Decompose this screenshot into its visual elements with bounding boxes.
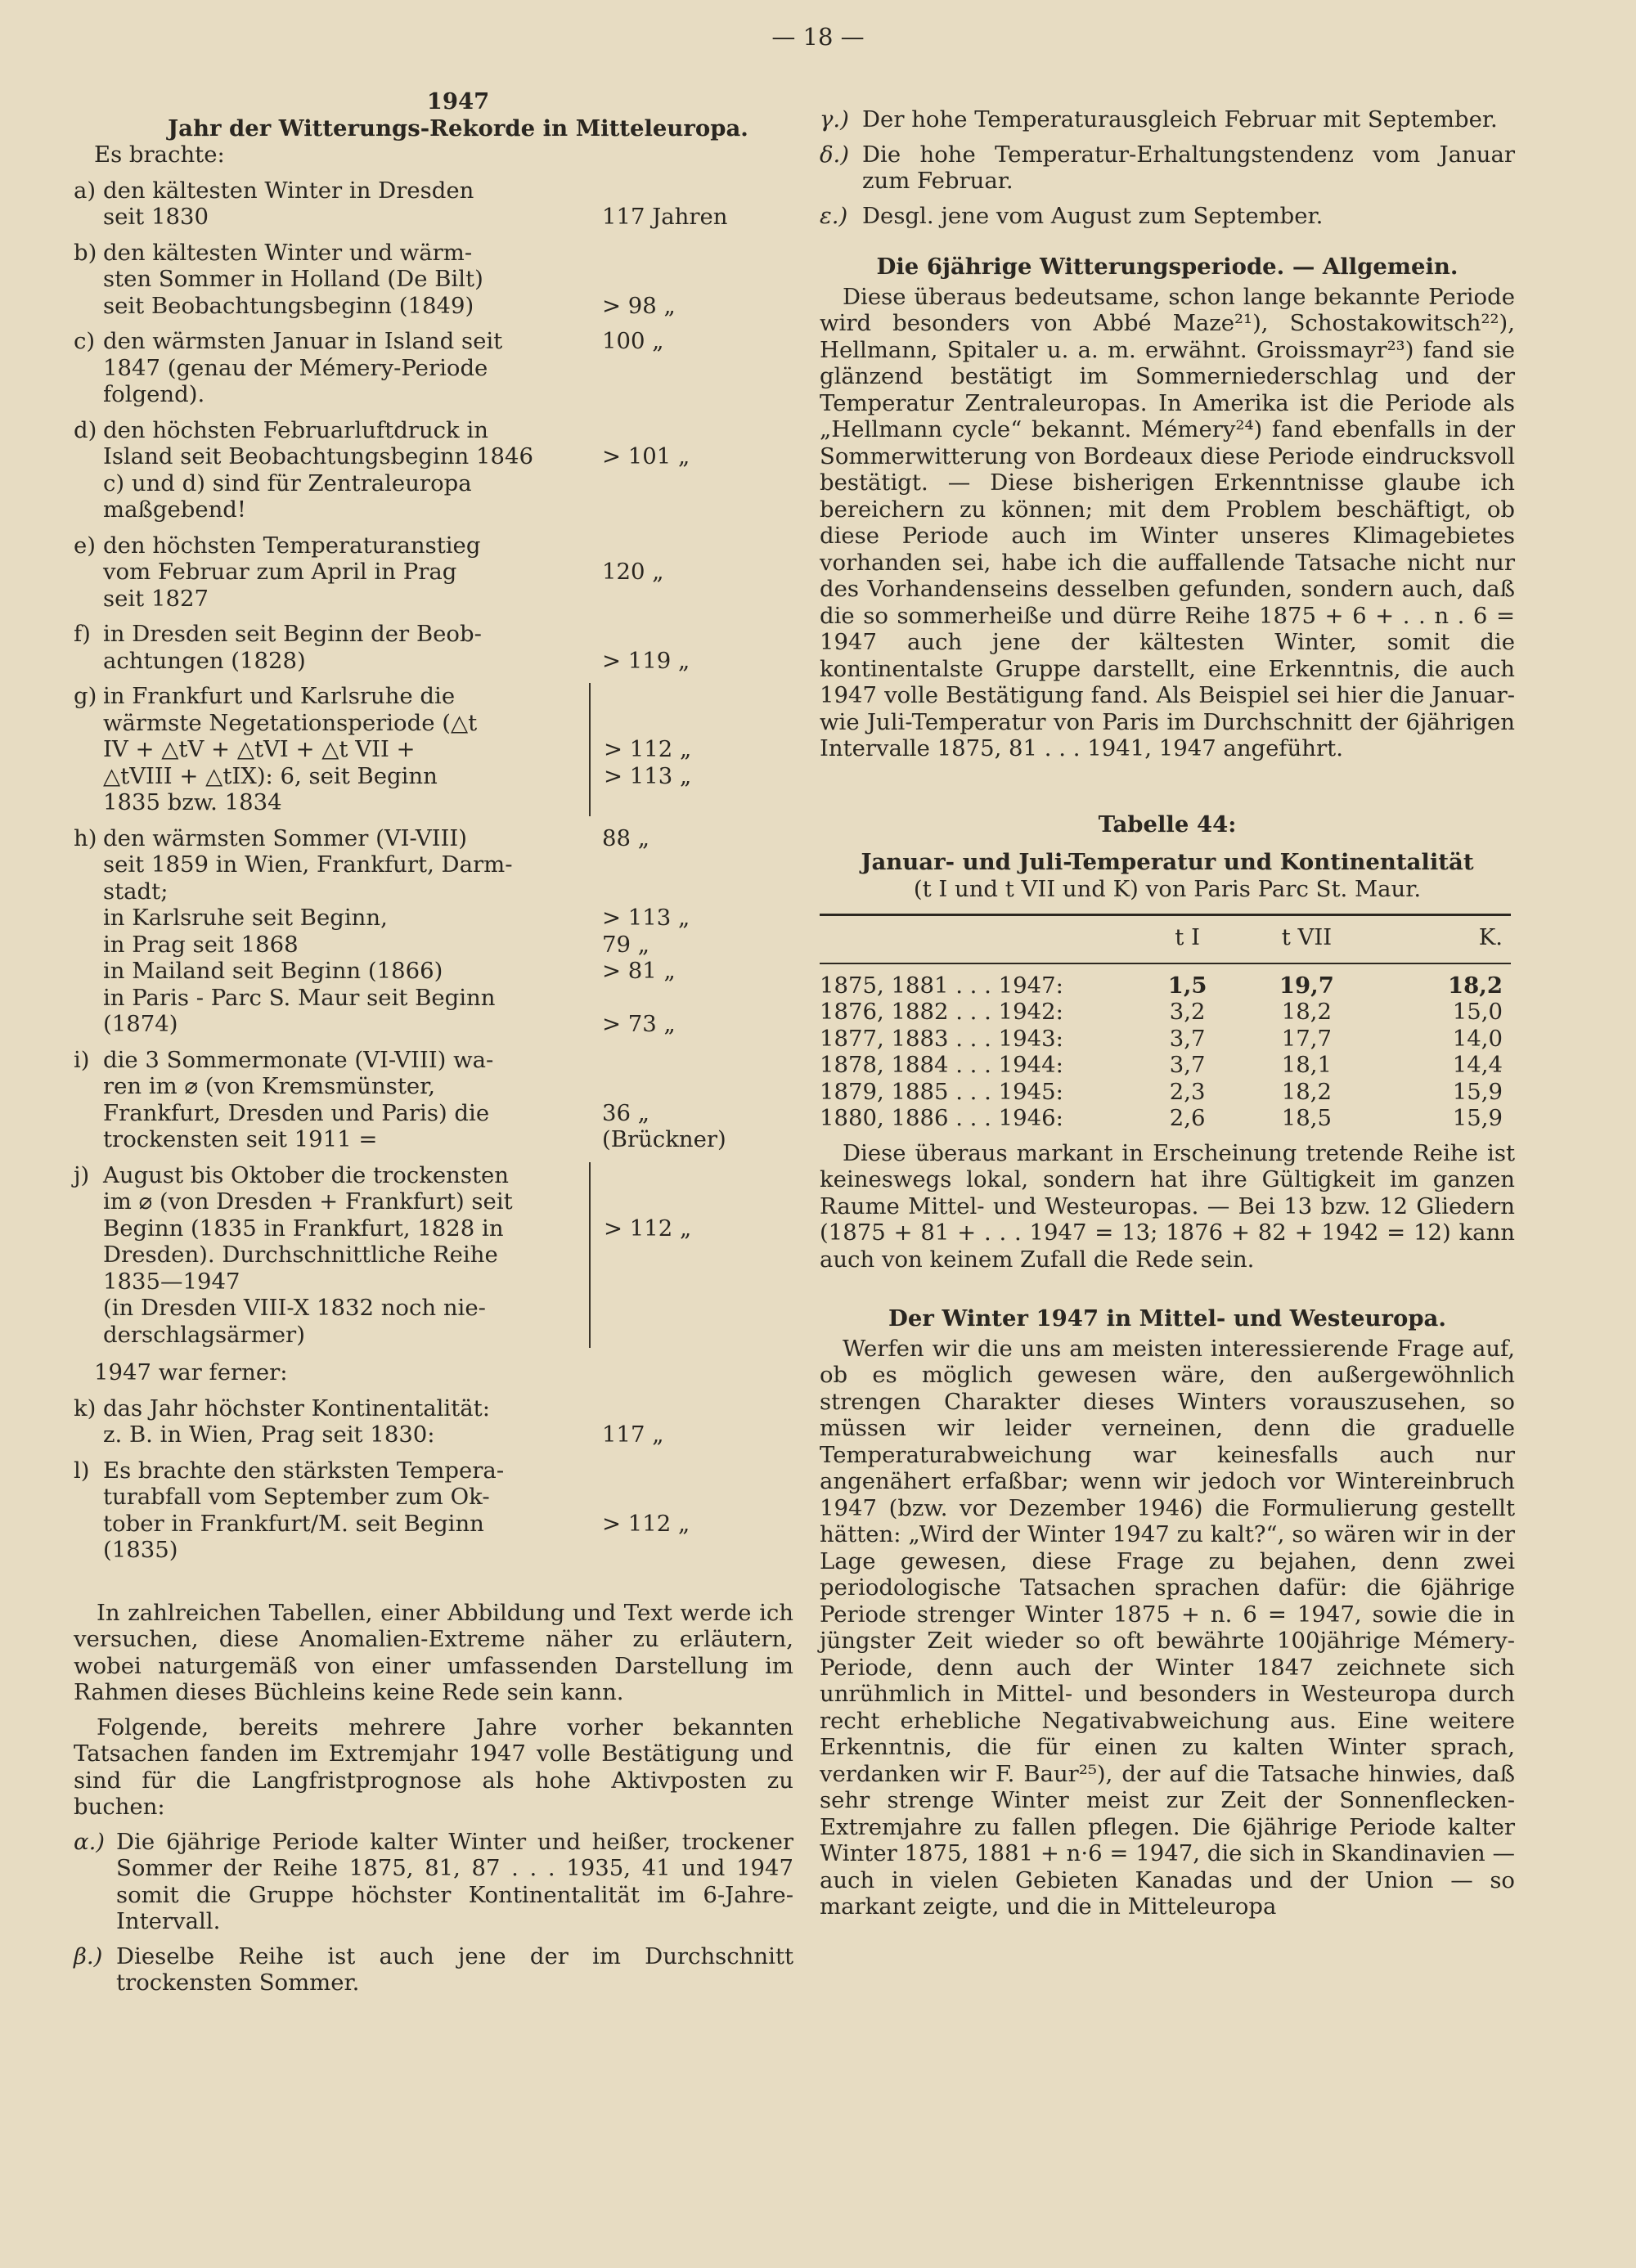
record-value-line: > 112 „ bbox=[604, 1215, 692, 1242]
record-label: h) bbox=[74, 824, 97, 851]
record-text-line: 1835—1947 bbox=[103, 1268, 240, 1295]
record-text-line: den wärmsten Januar in Island seit bbox=[103, 328, 503, 354]
record-text-line: trockensten seit 1911 = bbox=[103, 1126, 378, 1152]
record-value bbox=[589, 1047, 793, 1153]
right-column bbox=[820, 98, 1515, 1920]
record-value-line bbox=[604, 1295, 793, 1322]
greek-list-item bbox=[820, 203, 1515, 230]
table-title: Januar- und Juli-Temperatur und Kontinentalität bbox=[861, 849, 1474, 875]
record-value-line bbox=[604, 710, 793, 737]
table-cell: 18,5 bbox=[1281, 1105, 1332, 1131]
record-value-line: > 112 „ bbox=[602, 1510, 690, 1537]
record-item bbox=[74, 1395, 793, 1448]
record-value-line: 120 „ bbox=[602, 559, 664, 585]
greek-marker: γ.) bbox=[820, 106, 849, 132]
record-value bbox=[589, 621, 793, 674]
record-value bbox=[589, 532, 793, 613]
table-header-cell bbox=[820, 924, 1135, 951]
record-value-line bbox=[602, 586, 793, 613]
record-text bbox=[103, 240, 589, 320]
table-cell: 3,2 bbox=[1169, 999, 1206, 1025]
record-item bbox=[74, 1162, 793, 1349]
record-value bbox=[589, 177, 793, 231]
table-cell: 15,9 bbox=[1452, 1105, 1503, 1131]
records-list-2 bbox=[74, 1395, 793, 1564]
record-item bbox=[74, 532, 793, 613]
table-subtitle: (t I und t VII und K) von Paris Parc St. Maur. bbox=[913, 875, 1422, 902]
table-header-cell: t VII bbox=[1281, 924, 1333, 950]
record-text-line: in Karlsruhe seit Beginn, bbox=[103, 905, 388, 931]
record-text bbox=[103, 177, 589, 231]
record-item bbox=[74, 240, 793, 320]
section2-paragraph-1: Werfen wir die uns am meisten interessierende Frage auf, ob es möglich gewesen wäre, den außergewöhnlich strengen Charakter dieses Winters vorauszusehen, so müssen wir leider verneinen, denn die graduelle Temperaturabweichung war keinesfalls auch nur angenähert erfaßbar; wenn wir jedoch vor Wintereinbruch 1947 (bzw. vor Dezember 1946) die Formulierung gestellt hätten: „Wird der Winter 1947 zu kalt?“, so wären wir in der Lage gewesen, diese Frage zu bejahen, denn zwei periodologische Tatsachen sprachen dafür: die 6jährige Periode strenger Winter 1875 + n. 6 = 1947, sowie die in jüngster Zeit wieder so oft bewährte 100jährige Mémery-Periode, denn auch der Winter 1847 zeichnete sich unrühmlich in Mittel- und besonders in Westeuropa durch recht erhebliche Negativabweichung aus. Eine weitere Erkenntnis, die für einen zu kalten Winter sprach, verdanken wir F. Baur²⁵), der auf die Tatsache hinwies, daß sehr strenge Winter meist zur Zeit der Sonnenflecken-Extremjahre zu fallen pflegen. Die 6jährige Periode kalter Winter 1875, 1881 + n·6 = 1947, die sich in Skandinavien — auch in vielen Gebieten Kanadas und der Union — so markant zeigte, und die in Mitteleuropa bbox=[820, 1335, 1515, 1920]
table-cell: 19,7 bbox=[1279, 972, 1334, 999]
record-text-line: 1847 (genau der Mémery-Periode bbox=[103, 354, 488, 381]
left-paragraph-1: In zahlreichen Tabellen, einer Abbildung und Text werde ich versuchen, diese Anomalien-Extreme näher zu erläutern, wobei naturgemäß von einer umfassenden Darstellung im Rahmen dieses Büchleins keine Rede sein kann. bbox=[74, 1599, 793, 1705]
record-value-line bbox=[602, 985, 793, 1012]
table-number: Tabelle 44: bbox=[1098, 811, 1237, 838]
records-also: 1947 war ferner: bbox=[94, 1359, 288, 1386]
record-item bbox=[74, 683, 793, 816]
record-value-line bbox=[602, 1073, 793, 1100]
record-value-line bbox=[602, 266, 793, 293]
record-value-line: 117 Jahren bbox=[602, 204, 728, 230]
table-row bbox=[820, 972, 1511, 999]
record-value bbox=[591, 683, 793, 816]
record-label: a) bbox=[74, 177, 97, 204]
record-text-line: im ⌀ (von Dresden + Frankfurt) seit bbox=[103, 1188, 513, 1215]
record-value-line bbox=[602, 177, 793, 204]
table-cell: 1876, 1882 . . . 1942: bbox=[820, 999, 1063, 1025]
record-text-line: in Mailand seit Beginn (1866) bbox=[103, 958, 443, 984]
record-value-line: (Brückner) bbox=[602, 1126, 726, 1152]
record-value-line: 117 „ bbox=[602, 1421, 664, 1448]
section-year: 1947 bbox=[426, 88, 490, 115]
record-text-line: seit 1830 bbox=[103, 204, 209, 230]
record-text bbox=[103, 532, 589, 613]
record-value bbox=[589, 240, 793, 320]
record-text-line: (in Dresden VIII-X 1832 noch nie- bbox=[103, 1295, 486, 1321]
greek-list-item bbox=[74, 1943, 793, 1996]
record-value-line: 100 „ bbox=[602, 328, 664, 354]
record-text bbox=[103, 621, 589, 674]
table-row bbox=[820, 1026, 1511, 1053]
record-text-line: in Frankfurt und Karlsruhe die bbox=[103, 683, 456, 709]
record-text-line: den wärmsten Sommer (VI-VIII) bbox=[103, 824, 468, 851]
record-text-line: Es brachte den stärksten Tempera- bbox=[103, 1457, 505, 1484]
record-text-line: die 3 Sommermonate (VI-VIII) wa- bbox=[103, 1046, 494, 1073]
greek-text: Der hohe Temperaturausgleich Februar mit September. bbox=[862, 106, 1498, 132]
table-row bbox=[820, 1079, 1511, 1106]
greek-marker: ε.) bbox=[820, 202, 848, 229]
record-item bbox=[74, 328, 793, 408]
record-text-line: Dresden). Durchschnittliche Reihe bbox=[103, 1242, 498, 1268]
record-value-line: 36 „ bbox=[602, 1099, 649, 1126]
left-column bbox=[74, 88, 793, 1996]
record-text bbox=[103, 825, 589, 1038]
record-item bbox=[74, 1457, 793, 1564]
record-value-line bbox=[602, 878, 793, 905]
record-value-line bbox=[602, 496, 793, 523]
record-value-line: > 113 „ bbox=[602, 905, 690, 931]
greek-marker: α.) bbox=[74, 1828, 106, 1855]
record-text-line: den kältesten Winter und wärm- bbox=[103, 239, 473, 266]
record-text-line: folgend). bbox=[103, 381, 205, 407]
record-label: c) bbox=[74, 328, 96, 354]
table-row bbox=[820, 1052, 1511, 1079]
record-value-line: 79 „ bbox=[602, 931, 649, 958]
table-cell: 2,6 bbox=[1169, 1105, 1206, 1131]
record-value-line: > 81 „ bbox=[602, 958, 676, 984]
record-text-line: z. B. in Wien, Prag seit 1830: bbox=[103, 1421, 435, 1448]
record-text-line: Island seit Beobachtungsbeginn 1846 bbox=[103, 443, 533, 469]
record-value bbox=[589, 1457, 793, 1564]
record-value-line bbox=[604, 789, 793, 816]
record-text bbox=[103, 328, 589, 408]
record-item bbox=[74, 825, 793, 1038]
record-value-line: > 113 „ bbox=[604, 762, 692, 789]
page-number: — 18 — bbox=[771, 23, 865, 51]
record-text-line: August bis Oktober die trockensten bbox=[103, 1161, 509, 1188]
record-value bbox=[589, 417, 793, 523]
greek-marker: β.) bbox=[74, 1942, 103, 1969]
table-body bbox=[820, 964, 1511, 1132]
record-value-line: > 119 „ bbox=[602, 647, 690, 674]
record-value-line bbox=[602, 1457, 793, 1484]
greek-text: Die 6jährige Periode kalter Winter und heißer, trockener Sommer der Reihe 1875, 81, 87 . . . 1935, 41 und 1947 somit die Gruppe höchster Kontinentalität im 6-Jahre-Intervall. bbox=[116, 1828, 793, 1934]
table-header bbox=[820, 916, 1511, 963]
record-value bbox=[589, 825, 793, 1038]
record-text-line: in Prag seit 1868 bbox=[103, 931, 299, 958]
record-text bbox=[103, 683, 591, 816]
greek-list-item bbox=[74, 1829, 793, 1935]
table-cell: 14,4 bbox=[1452, 1052, 1503, 1078]
record-item bbox=[74, 621, 793, 674]
records-intro: Es brachte: bbox=[94, 141, 225, 168]
greek-marker: δ.) bbox=[820, 141, 850, 168]
record-text-line: seit Beobachtungsbeginn (1849) bbox=[103, 292, 474, 319]
table-cell: 1879, 1885 . . . 1945: bbox=[820, 1078, 1063, 1105]
record-text-line: sten Sommer in Holland (De Bilt) bbox=[103, 266, 483, 292]
table-cell: 1880, 1886 . . . 1946: bbox=[820, 1105, 1063, 1131]
left-greek-list bbox=[74, 1829, 793, 1996]
record-item bbox=[74, 417, 793, 523]
record-text bbox=[103, 1162, 591, 1349]
table-cell: 14,0 bbox=[1452, 1025, 1503, 1052]
table-cell: 17,7 bbox=[1281, 1025, 1332, 1052]
table-header-cell: t I bbox=[1175, 924, 1200, 950]
record-value-line: 88 „ bbox=[602, 824, 649, 851]
record-text-line: 1835 bzw. 1834 bbox=[103, 789, 282, 815]
record-text-line: in Dresden seit Beginn der Beob- bbox=[103, 621, 482, 647]
section1-title: Die 6jährige Witterungsperiode. — Allgemein. bbox=[876, 254, 1458, 280]
record-value-line bbox=[602, 355, 793, 382]
record-item bbox=[74, 177, 793, 231]
record-label: e) bbox=[74, 532, 97, 559]
table-header-cell: K. bbox=[1478, 924, 1503, 950]
record-label: l) bbox=[74, 1457, 90, 1484]
records-list bbox=[74, 177, 793, 1349]
record-text bbox=[103, 1457, 589, 1564]
record-text-line: seit 1859 in Wien, Frankfurt, Darm- bbox=[103, 851, 513, 878]
table-row bbox=[820, 999, 1511, 1026]
table-cell: 3,7 bbox=[1169, 1052, 1206, 1078]
record-label: d) bbox=[74, 416, 97, 443]
record-value-line bbox=[602, 851, 793, 878]
record-text-line: in Paris - Parc S. Maur seit Beginn bbox=[103, 984, 496, 1011]
record-value-line bbox=[602, 1484, 793, 1511]
record-text-line: wärmste Negetationsperiode (△t bbox=[103, 709, 478, 736]
record-value-line bbox=[604, 1269, 793, 1296]
record-text-line: seit 1827 bbox=[103, 585, 209, 612]
record-value bbox=[591, 1162, 793, 1349]
record-label: g) bbox=[74, 683, 97, 709]
section-title: Jahr der Witterungs-Rekorde in Mitteleuropa. bbox=[168, 115, 748, 141]
record-value-line bbox=[604, 1162, 793, 1189]
record-text-line: tober in Frankfurt/M. seit Beginn bbox=[103, 1510, 484, 1537]
left-paragraph-2: Folgende, bereits mehrere Jahre vorher bekannten Tatsachen fanden im Extremjahr 1947 volle Bestätigung und sind für die Langfristprognose als hohe Aktivposten zu buchen: bbox=[74, 1713, 793, 1820]
record-label: i) bbox=[74, 1046, 90, 1073]
record-item bbox=[74, 1047, 793, 1153]
table-cell: 2,3 bbox=[1169, 1078, 1206, 1105]
record-label: f) bbox=[74, 621, 91, 647]
record-text-line: vom Februar zum April in Prag bbox=[103, 559, 457, 585]
record-text-line: den höchsten Februarluftdruck in bbox=[103, 416, 488, 443]
record-value-line bbox=[602, 1395, 793, 1422]
record-value-line bbox=[602, 1047, 793, 1074]
record-text-line: (1835) bbox=[103, 1537, 178, 1563]
record-value-line bbox=[604, 1242, 793, 1269]
table-cell: 15,0 bbox=[1452, 999, 1503, 1025]
record-text-line: △tVIII + △tIX): 6, seit Beginn bbox=[103, 762, 438, 789]
greek-list-item bbox=[820, 141, 1515, 195]
record-text-line: Beginn (1835 in Frankfurt, 1828 in bbox=[103, 1215, 504, 1242]
greek-text: Die hohe Temperatur-Erhaltungstendenz vom Januar zum Februar. bbox=[862, 141, 1515, 194]
table-cell: 1877, 1883 . . . 1943: bbox=[820, 1025, 1063, 1052]
record-value-line bbox=[602, 1537, 793, 1564]
table-cell: 3,7 bbox=[1169, 1025, 1206, 1052]
record-text-line: das Jahr höchster Kontinentalität: bbox=[103, 1394, 490, 1421]
record-text-line: c) und d) sind für Zentraleuropa bbox=[103, 469, 472, 496]
record-value-line bbox=[602, 470, 793, 497]
record-text-line: IV + △tV + △tVI + △t VII + bbox=[103, 736, 416, 762]
section1-paragraph-2: Diese überaus markant in Erscheinung tretende Reihe ist keineswegs lokal, sondern hat ihre Gültigkeit im ganzen Raume Mittel- und Westeuropas. — Bei 13 bzw. 12 Gliedern (1875 + 81 + . . . 1947 = 13; 1876 + 82 + 1942 = 12) kann auch von keinem Zufall die Rede sein. bbox=[820, 1139, 1515, 1273]
record-label: k) bbox=[74, 1394, 97, 1421]
table-cell: 18,2 bbox=[1281, 1078, 1332, 1105]
record-text-line: Frankfurt, Dresden und Paris) die bbox=[103, 1099, 490, 1126]
record-text bbox=[103, 1395, 589, 1448]
table-cell: 1875, 1881 . . . 1947: bbox=[820, 972, 1063, 999]
record-value-line bbox=[602, 532, 793, 559]
record-label: b) bbox=[74, 239, 97, 266]
table-cell: 18,2 bbox=[1448, 972, 1503, 999]
record-value-line: > 112 „ bbox=[604, 736, 692, 762]
record-text-line: den kältesten Winter in Dresden bbox=[103, 177, 474, 204]
record-value-line: > 98 „ bbox=[602, 292, 676, 319]
record-text-line: (1874) bbox=[103, 1011, 178, 1037]
record-value-line: > 73 „ bbox=[602, 1011, 676, 1037]
table-cell: 1,5 bbox=[1167, 972, 1207, 999]
record-value-line bbox=[602, 240, 793, 267]
record-text-line: turabfall vom September zum Ok- bbox=[103, 1484, 490, 1510]
record-value-line bbox=[604, 1188, 793, 1215]
record-text-line: stadt; bbox=[103, 878, 169, 905]
record-text-line: achtungen (1828) bbox=[103, 647, 306, 674]
record-value-line bbox=[604, 683, 793, 710]
record-value bbox=[589, 328, 793, 408]
greek-text: Dieselbe Reihe ist auch jene der im Durchschnitt trockensten Sommer. bbox=[116, 1942, 793, 1996]
greek-list-item bbox=[820, 106, 1515, 133]
right-greek-list bbox=[820, 106, 1515, 229]
record-text-line: den höchsten Temperaturanstieg bbox=[103, 532, 481, 559]
record-value-line bbox=[602, 417, 793, 444]
table-cell: 18,2 bbox=[1281, 999, 1332, 1025]
record-label: j) bbox=[74, 1161, 90, 1188]
section2-title: Der Winter 1947 in Mittel- und Westeuropa. bbox=[888, 1305, 1446, 1332]
section1-paragraph-1: Diese überaus bedeutsame, schon lange bekannte Periode wird besonders von Abbé Maze²¹), Schostakowitsch²²), Hellmann, Spitaler u. a. m. erwähnt. Groissmayr²³) fand sie glänzend bestätigt im Sommerniederschlag und der Temperatur Zentraleuropas. In Amerika ist die Periode als „Hellmann cycle“ bekannt. Mémery²⁴) fand ebenfalls in der Sommerwitterung von Bordeaux diese Periode eindrucksvoll bestätigt. — Diese bisherigen Erkenntnisse glaube ich bereichern zu können; mit dem Problem beschäftigt, ob diese Periode auch im Winter unseres Klimagebietes vorhanden sei, habe ich die auffallende Tatsache nicht nur des Vorhandenseins desselben gefunden, sondern auch, daß die so sommerheiße und dürre Reihe 1875 + 6 + . . n . 6 = 1947 auch jene der kältesten Winter, somit die kontinentalste Gruppe darstellt, eine Erkenntnis, die auch 1947 volle Bestätigung fand. Als Beispiel sei hier die Januar- wie Juli-Temperatur von Paris im Durchschnitt der 6jährigen Intervalle 1875, 81 . . . 1941, 1947 angeführt. bbox=[820, 283, 1515, 761]
record-text bbox=[103, 1047, 589, 1153]
record-text-line: maßgebend! bbox=[103, 496, 246, 523]
table-cell: 18,1 bbox=[1281, 1052, 1332, 1078]
record-value-line bbox=[602, 381, 793, 408]
record-text bbox=[103, 417, 589, 523]
record-value-line bbox=[602, 621, 793, 648]
record-text-line: derschlagsärmer) bbox=[103, 1321, 305, 1348]
record-value-line bbox=[604, 1322, 793, 1349]
record-value-line: > 101 „ bbox=[602, 443, 690, 469]
greek-text: Desgl. jene vom August zum September. bbox=[862, 202, 1324, 229]
record-value bbox=[589, 1395, 793, 1448]
data-table bbox=[820, 914, 1511, 1132]
record-text-line: ren im ⌀ (von Kremsmünster, bbox=[103, 1073, 436, 1099]
table-row bbox=[820, 1105, 1511, 1132]
table-cell: 1878, 1884 . . . 1944: bbox=[820, 1052, 1063, 1078]
table-cell: 15,9 bbox=[1452, 1078, 1503, 1105]
